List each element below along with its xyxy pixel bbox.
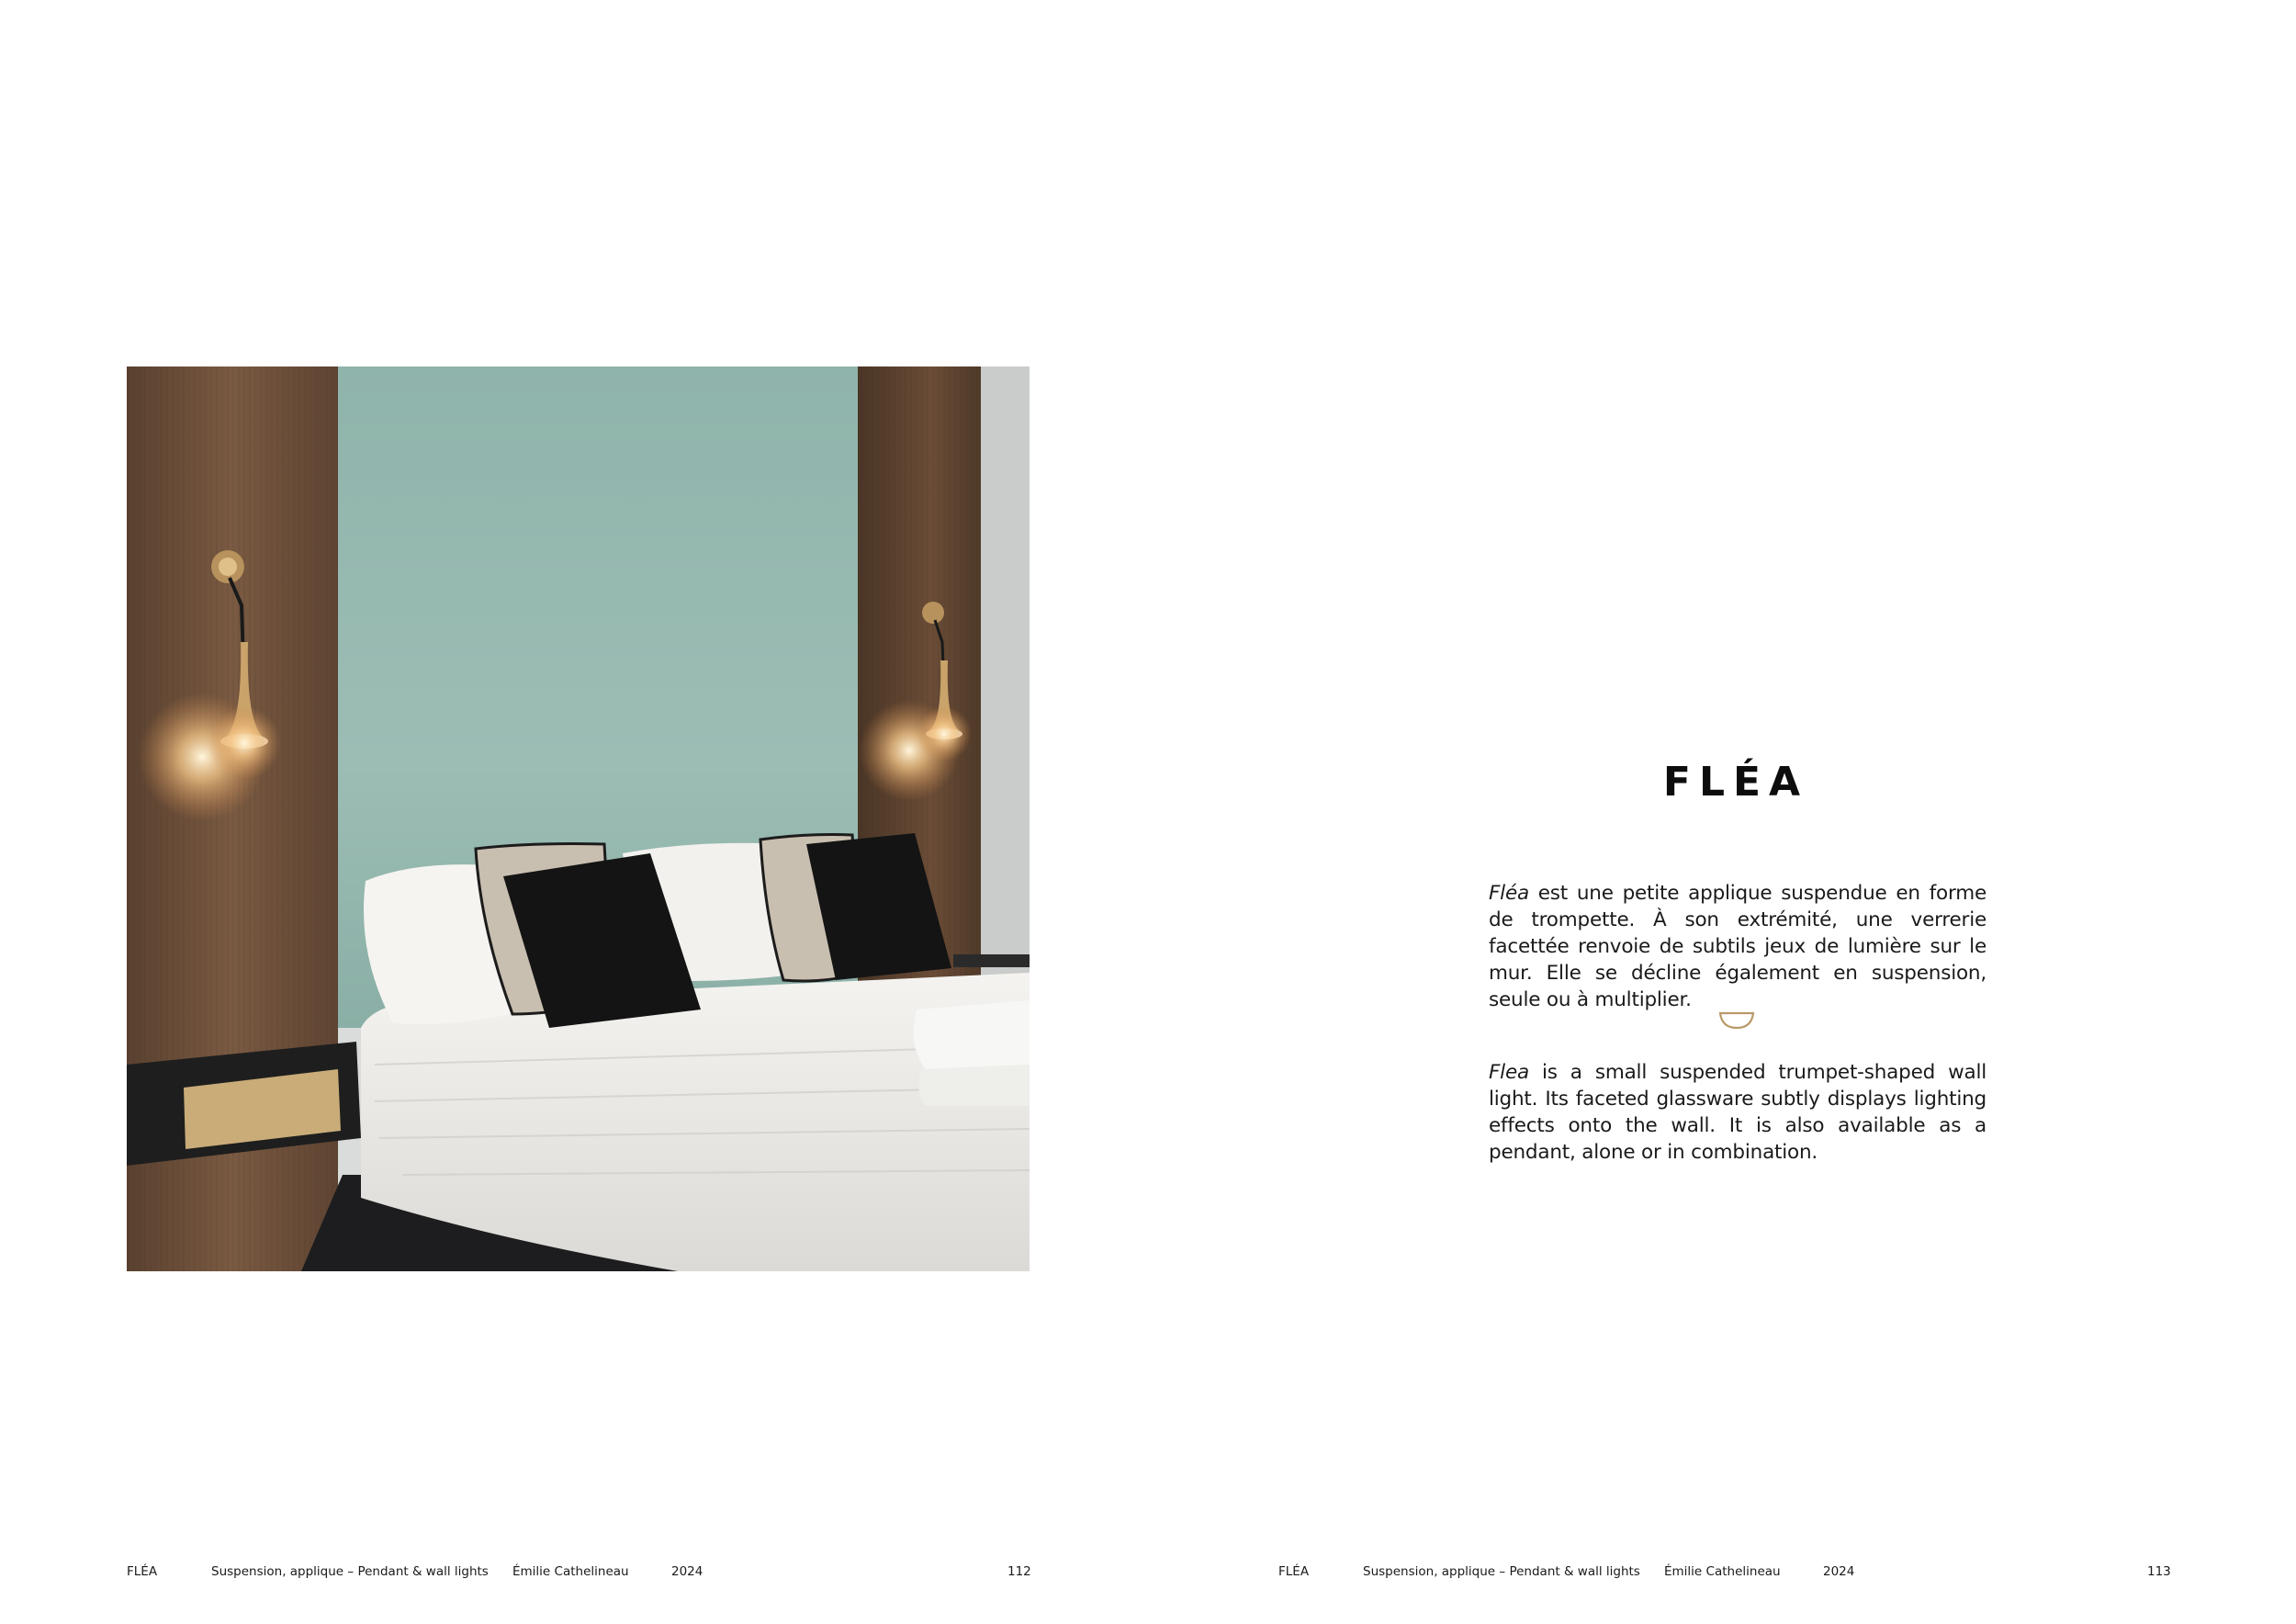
description-english-text: is a small suspended trumpet-shaped wall light. Its faceted glassware subtly displays lighting effects onto the wall. It is also available as a pendant, alone or in combination. [1489, 1061, 1986, 1164]
footer-product: FLÉA [127, 1564, 158, 1579]
description-english [1489, 1059, 1986, 1166]
footer-year: 2024 [671, 1564, 703, 1579]
footer-category: Suspension, applique – Pendant & wall lights [211, 1564, 489, 1579]
footer-year: 2024 [1823, 1564, 1855, 1579]
footer-designer: Émilie Cathelineau [512, 1564, 629, 1579]
product-name-fr: Fléa [1489, 882, 1529, 905]
bowl-lamp-shade-icon [1718, 1010, 1755, 1031]
description-french-text: est une petite applique suspendue en forme de trompette. À son extrémité, une verrerie facettée renvoie de subtils jeux de lumière sur le mur. Elle se décline également en suspension, seule ou à multiplier. [1489, 882, 1986, 1011]
product-title: FLÉA [1662, 759, 1809, 806]
bedroom-photo [127, 367, 1030, 1271]
footer-page-number: 113 [2147, 1564, 2171, 1579]
product-name-en: Flea [1489, 1061, 1529, 1084]
footer-page-number: 112 [1007, 1564, 1031, 1579]
footer-right [0, 1564, 2296, 1583]
footer-designer: Émilie Cathelineau [1664, 1564, 1781, 1579]
footer-product: FLÉA [1278, 1564, 1310, 1579]
footer-category: Suspension, applique – Pendant & wall lights [1363, 1564, 1640, 1579]
description-french [1489, 880, 1986, 1013]
